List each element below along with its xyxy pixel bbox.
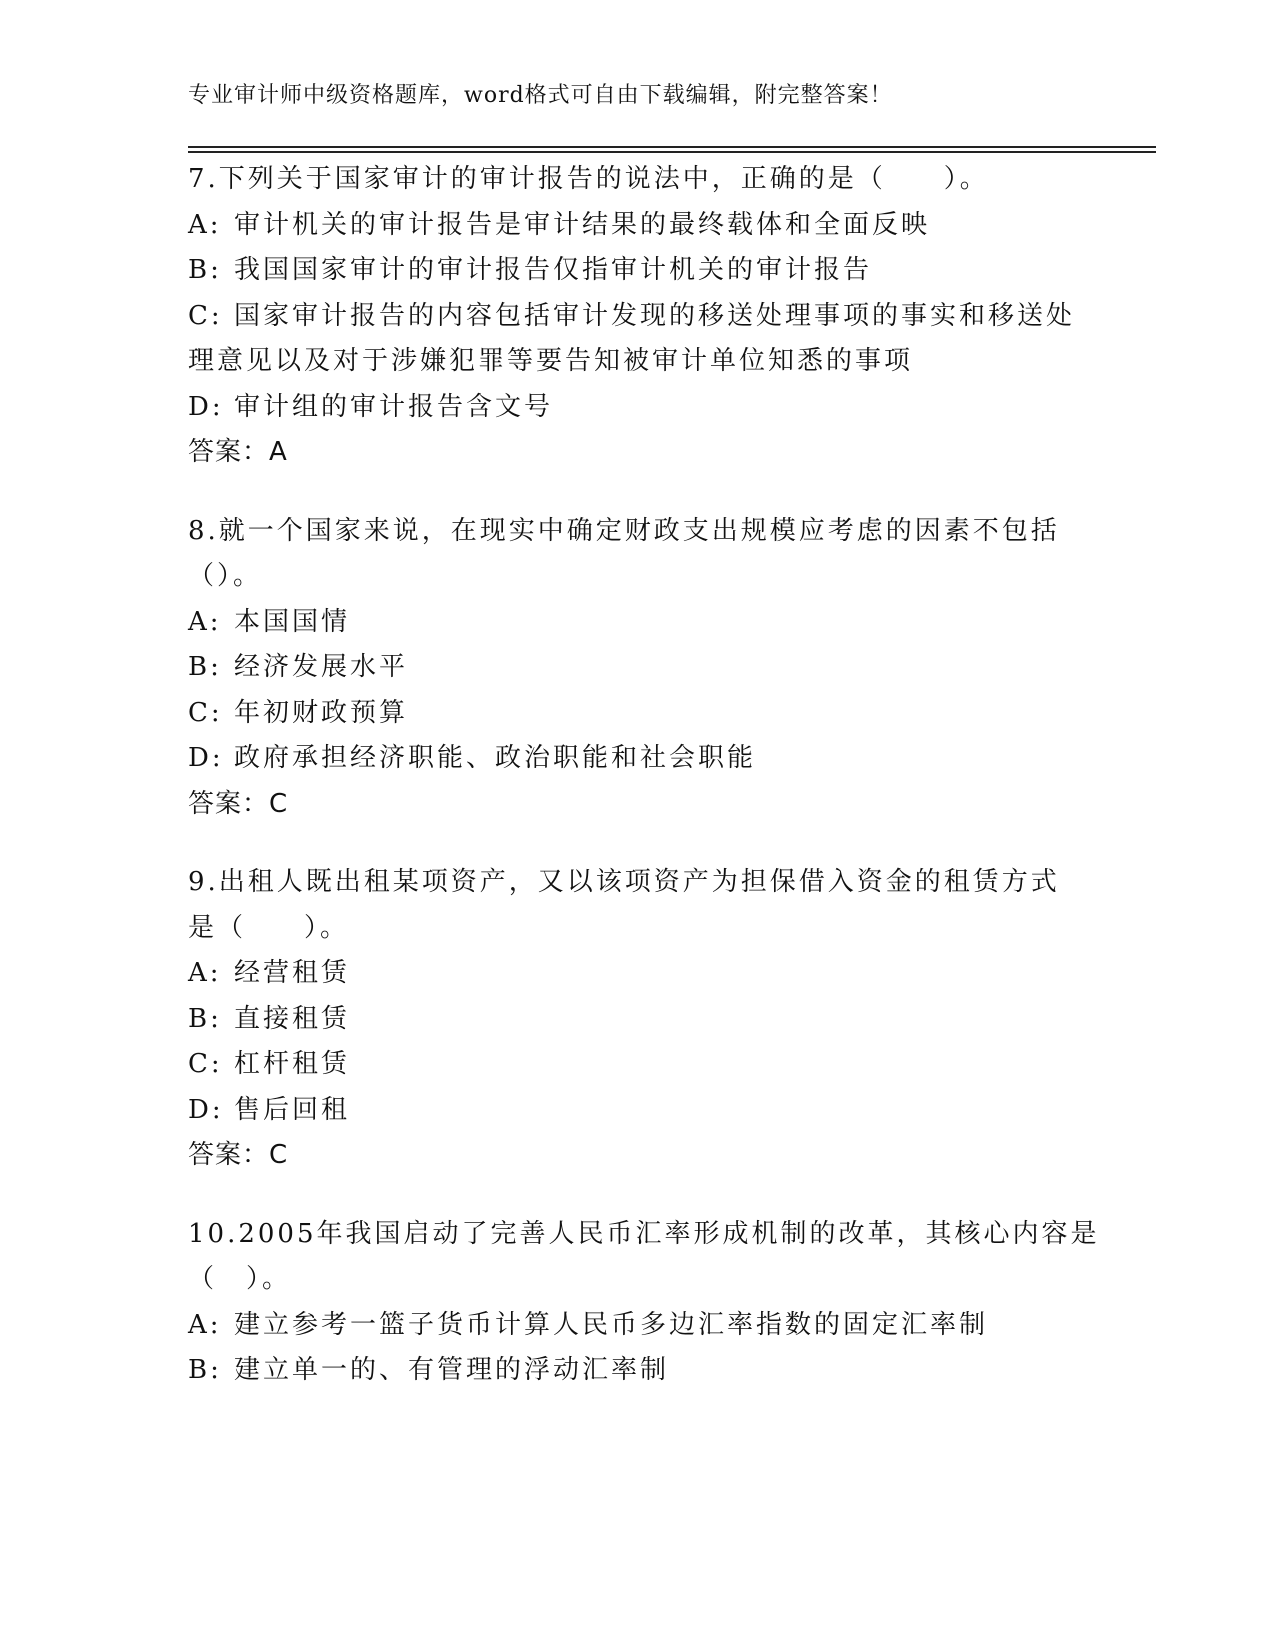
answer-option (188, 645, 1088, 691)
option-key: A: (188, 209, 222, 240)
answer-option (188, 385, 1088, 431)
answer-option (188, 736, 1088, 782)
option-text: 理意见以及对于涉嫌犯罪等要告知被审计单位知悉的事项 (188, 346, 914, 376)
answer-option (188, 294, 1088, 340)
answer-option (188, 1042, 1088, 1088)
option-text: 建立单一的、有管理的浮动汇率制 (234, 1355, 670, 1385)
option-text: 经营租赁 (234, 958, 351, 988)
answer-option (188, 951, 1088, 997)
question-block (188, 860, 1088, 1179)
option-text: 杠杆租赁 (234, 1049, 351, 1079)
question-block (188, 1212, 1100, 1394)
option-key: A: (188, 606, 222, 637)
question-stem: 是（ ）。 (188, 912, 350, 943)
question-block (188, 157, 1088, 476)
option-text: 经济发展水平 (234, 652, 409, 682)
answer-line: 答案：C (188, 788, 289, 819)
option-key: B: (188, 652, 222, 682)
question-stem: 9.出租人既出租某项资产，又以该项资产为担保借入资金的租赁方式 (188, 867, 1060, 897)
question-stem: （）。 (188, 561, 263, 591)
option-key: D: (188, 1094, 224, 1125)
question-stem: （ ）。 (188, 1264, 292, 1294)
option-key: A: (188, 1309, 222, 1340)
option-key: C: (188, 697, 223, 728)
answer-line: 答案：C (188, 1140, 289, 1170)
question-stem: 8.就一个国家来说，在现实中确定财政支出规模应考虑的因素不包括 (188, 515, 1060, 546)
answer-option (188, 1088, 1088, 1134)
page-header: 专业审计师中级资格题库，word格式可自由下载编辑，附完整答案！ (188, 83, 893, 108)
option-text: 审计组的审计报告含文号 (234, 391, 554, 422)
option-key: D: (188, 743, 224, 773)
option-key: A: (188, 958, 222, 988)
answer-option (188, 339, 1088, 385)
option-key: D: (188, 391, 224, 422)
question-block (188, 509, 1088, 828)
answer-option (188, 248, 1088, 294)
option-text: 我国国家审计的审计报告仅指审计机关的审计报告 (234, 255, 873, 285)
answer-option (188, 691, 1088, 737)
header-rule-bottom (188, 151, 1156, 153)
option-text: 年初财政预算 (234, 697, 409, 728)
option-text: 政府承担经济职能、政治职能和社会职能 (234, 743, 757, 773)
answer-option (188, 1303, 1088, 1349)
option-key: B: (188, 255, 222, 285)
option-text: 售后回租 (234, 1094, 351, 1125)
answer-option (188, 1348, 1088, 1394)
answer-option (188, 600, 1088, 646)
option-text: 建立参考一篮子货币计算人民币多边汇率指数的固定汇率制 (234, 1309, 989, 1340)
answer-option (188, 997, 1088, 1043)
header-rule-top (188, 146, 1156, 148)
option-text: 直接租赁 (234, 1003, 351, 1034)
option-key: B: (188, 1355, 222, 1385)
question-stem: 7.下列关于国家审计的审计报告的说法中，正确的是（ ）。 (188, 164, 989, 194)
option-key: B: (188, 1003, 222, 1034)
option-key: C: (188, 300, 223, 331)
option-key: C: (188, 1049, 223, 1079)
answer-line: 答案：A (188, 437, 288, 467)
question-list (188, 157, 1100, 1427)
option-text: 本国国情 (234, 606, 351, 637)
question-stem: 10.2005年我国启动了完善人民币汇率形成机制的改革，其核心内容是 (188, 1218, 1100, 1249)
option-text: 国家审计报告的内容包括审计发现的移送处理事项的事实和移送处 (234, 300, 1076, 331)
answer-option (188, 203, 1088, 249)
option-text: 审计机关的审计报告是审计结果的最终载体和全面反映 (234, 209, 931, 240)
